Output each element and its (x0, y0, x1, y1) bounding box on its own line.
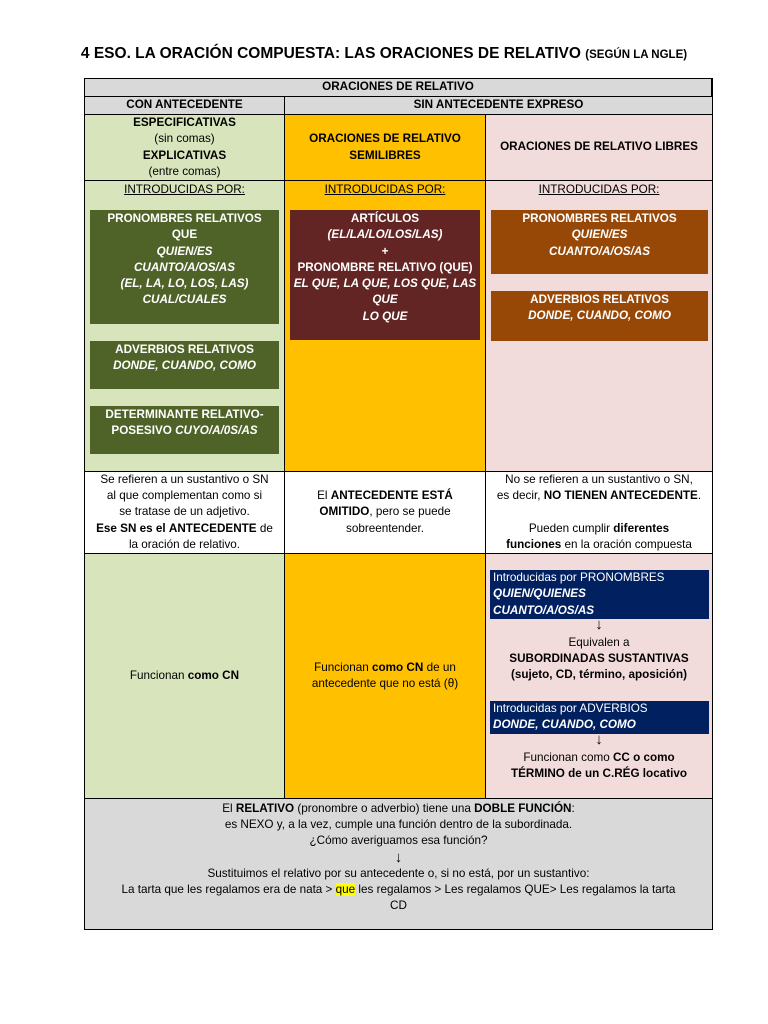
box-item: DONDE, CUANDO, COMO (113, 359, 256, 373)
footer-line: es NEXO y, a la vez, cumple una función dentro de la subordinada. (224, 818, 573, 832)
col3-adverbios-box (491, 291, 708, 341)
box-heading: ARTÍCULOS (350, 212, 420, 225)
box-item: QUIEN/ES (156, 244, 213, 258)
desc-line: al que complementan como si (106, 489, 263, 503)
desc-bold: Ese SN es el (96, 521, 166, 535)
col2-desc (285, 472, 486, 554)
func-text: antecedente que no está (θ) (311, 677, 459, 690)
box-heading: Introducidas por ADVERBIOS (493, 702, 648, 715)
box-item: CUYO/A/0S/AS (175, 424, 258, 438)
blue-adverbios-box (490, 701, 709, 734)
equiv-line: Equivalen a (568, 636, 630, 649)
footer-explanation (85, 799, 712, 929)
box-item: DONDE, CUANDO, COMO (493, 718, 636, 732)
type-especificativas: ESPECIFICATIVAS (133, 116, 236, 130)
header-right-label: SIN ANTECEDENTE EXPRESO (413, 98, 584, 112)
equiv-block (486, 635, 712, 684)
down-arrow: ↓ (595, 616, 603, 633)
desc-line: se tratase de un adjetivo. (119, 505, 250, 519)
func-bold: como CN (187, 668, 240, 682)
func-text: Funcionan (314, 660, 369, 674)
desc-line: El (317, 489, 328, 503)
page-title (0, 45, 768, 63)
example-cd-label: CD (390, 899, 407, 913)
down-arrow: ↓ (394, 848, 403, 866)
box-heading: ADVERBIOS RELATIVOS (530, 293, 669, 306)
desc-bold: diferentes (613, 521, 670, 535)
func-text: de un (426, 660, 456, 674)
box-heading: DETERMINANTE RELATIVO- (105, 408, 264, 421)
type-libres: ORACIONES DE RELATIVO LIBRES (500, 140, 698, 154)
header-without-antecedent (285, 97, 712, 115)
box-heading: PRONOMBRE RELATIVO (QUE) (297, 260, 473, 274)
header-top-label: ORACIONES DE RELATIVO (322, 80, 474, 94)
func-bold: como CN (372, 660, 424, 674)
box-item: + (381, 244, 389, 258)
col3-intro-cell (486, 181, 712, 472)
title-main: 4 ESO. LA ORACIÓN COMPUESTA: LAS ORACIONES DE RELATIVO (80, 45, 581, 62)
example-text: La tarta que les regalamos era de nata > (121, 883, 333, 897)
footer-text: : (571, 802, 575, 815)
box-item: QUIEN/QUIENES (493, 587, 586, 601)
desc-bold: ANTECEDENTE (168, 521, 257, 535)
header-left-label: CON ANTECEDENTE (126, 98, 243, 112)
col1-types (85, 115, 285, 181)
footer-text: El (222, 802, 233, 815)
col3-desc (486, 472, 712, 554)
adverbios-relativos-box (90, 341, 279, 389)
desc-bold: OMITIDO (319, 505, 370, 519)
func-bold: TÉRMINO de un C.RÉG locativo (511, 767, 687, 781)
func-bold: CC o como (612, 751, 675, 764)
type-explicativas: EXPLICATIVAS (142, 148, 227, 162)
desc-line: Pueden cumplir (528, 521, 611, 535)
col2-type (285, 115, 486, 181)
col2-func (285, 554, 486, 799)
box-item: CUANTO/A/OS/AS (548, 244, 651, 258)
box-item: QUE (372, 293, 398, 307)
col1-desc (85, 472, 285, 554)
col1-intro-cell (85, 181, 285, 472)
type-sin-comas: (sin comas) (154, 132, 215, 146)
col2-intro-cell (285, 181, 486, 472)
box-item: CUAL/CUALES (142, 293, 227, 307)
box-heading: Introducidas por PRONOMBRES (493, 571, 665, 584)
title-note: (SEGÚN LA NGLE) (585, 49, 688, 61)
desc-bold: ANTECEDENTE ESTÁ (330, 489, 453, 503)
footer-question: ¿Cómo averiguamos esa función? (309, 834, 488, 848)
box-heading: PRONOMBRES RELATIVOS (107, 212, 262, 225)
footer-text: (pronombre o adverbio) tiene una (297, 802, 471, 815)
example-text: les regalamos > Les regalamos QUE> Les regalamos la tarta (358, 883, 676, 897)
func-text: Funcionan como (523, 751, 610, 764)
box-item: QUE (171, 228, 198, 242)
desc-line: sobreentender. (346, 521, 424, 535)
determinante-relativo-box (90, 406, 279, 454)
box-item: QUIEN/ES (571, 228, 628, 242)
example-highlight: que (335, 883, 356, 897)
desc-line: No se refieren a un sustantivo o SN, (505, 473, 693, 487)
footer-bold: DOBLE FUNCIÓN (474, 802, 572, 815)
header-top (85, 79, 712, 97)
desc-bold: funciones (506, 537, 562, 551)
box-item: (EL/LA/LO/LOS/LAS) (327, 228, 443, 242)
col3-intro-label: INTRODUCIDAS POR: (538, 183, 660, 196)
box-heading: ADVERBIOS RELATIVOS (115, 343, 254, 356)
blue-pronombres-box (490, 570, 709, 619)
header-with-antecedent (85, 97, 285, 115)
type-entre-comas: (entre comas) (148, 164, 221, 178)
box-heading: PRONOMBRES RELATIVOS (522, 212, 677, 225)
func-text: Funcionan (129, 668, 185, 682)
desc-line: Se refieren a un sustantivo o SN (100, 473, 269, 486)
col1-intro-label: INTRODUCIDAS POR: (124, 183, 245, 196)
col3-func (486, 554, 712, 799)
equiv-bold: SUBORDINADAS SUSTANTIVAS (509, 652, 689, 666)
desc-line: la oración de relativo. (128, 537, 241, 551)
box-item: CUANTO/A/OS/AS (133, 260, 236, 274)
type-semilibres-line2: SEMILIBRES (349, 148, 421, 162)
col1-func (85, 554, 285, 799)
desc-bold: NO TIENEN ANTECEDENTE (543, 489, 698, 503)
desc-line: . (697, 489, 702, 503)
col2-intro-label: INTRODUCIDAS POR: (324, 183, 446, 196)
desc-line: de (259, 521, 273, 535)
pronombres-relativos-box (90, 210, 279, 324)
col3-pronombres-box (491, 210, 708, 274)
footer-line: Sustituimos el relativo por su antecedente o, si no está, por un sustantivo: (207, 866, 590, 880)
box-item: CUANTO/A/OS/AS (493, 603, 595, 617)
col3-type (486, 115, 712, 181)
desc-line: es decir, (496, 489, 541, 503)
down-arrow: ↓ (595, 731, 603, 748)
func2-block (486, 750, 712, 782)
articulos-box (290, 210, 480, 340)
type-semilibres-line1: ORACIONES DE RELATIVO (309, 132, 461, 146)
box-item: POSESIVO (111, 424, 172, 438)
box-item: LO QUE (362, 309, 408, 323)
box-item: (EL, LA, LO, LOS, LAS) (120, 277, 249, 291)
relative-clauses-table (84, 78, 713, 930)
desc-line: , pero se puede (369, 505, 451, 519)
equiv-bold: (sujeto, CD, término, aposición) (511, 668, 687, 682)
box-item: EL QUE, LA QUE, LOS QUE, LAS (293, 277, 477, 291)
box-item: DONDE, CUANDO, COMO (528, 309, 671, 323)
footer-bold: RELATIVO (235, 802, 295, 815)
desc-line: en la oración compuesta (564, 537, 692, 551)
